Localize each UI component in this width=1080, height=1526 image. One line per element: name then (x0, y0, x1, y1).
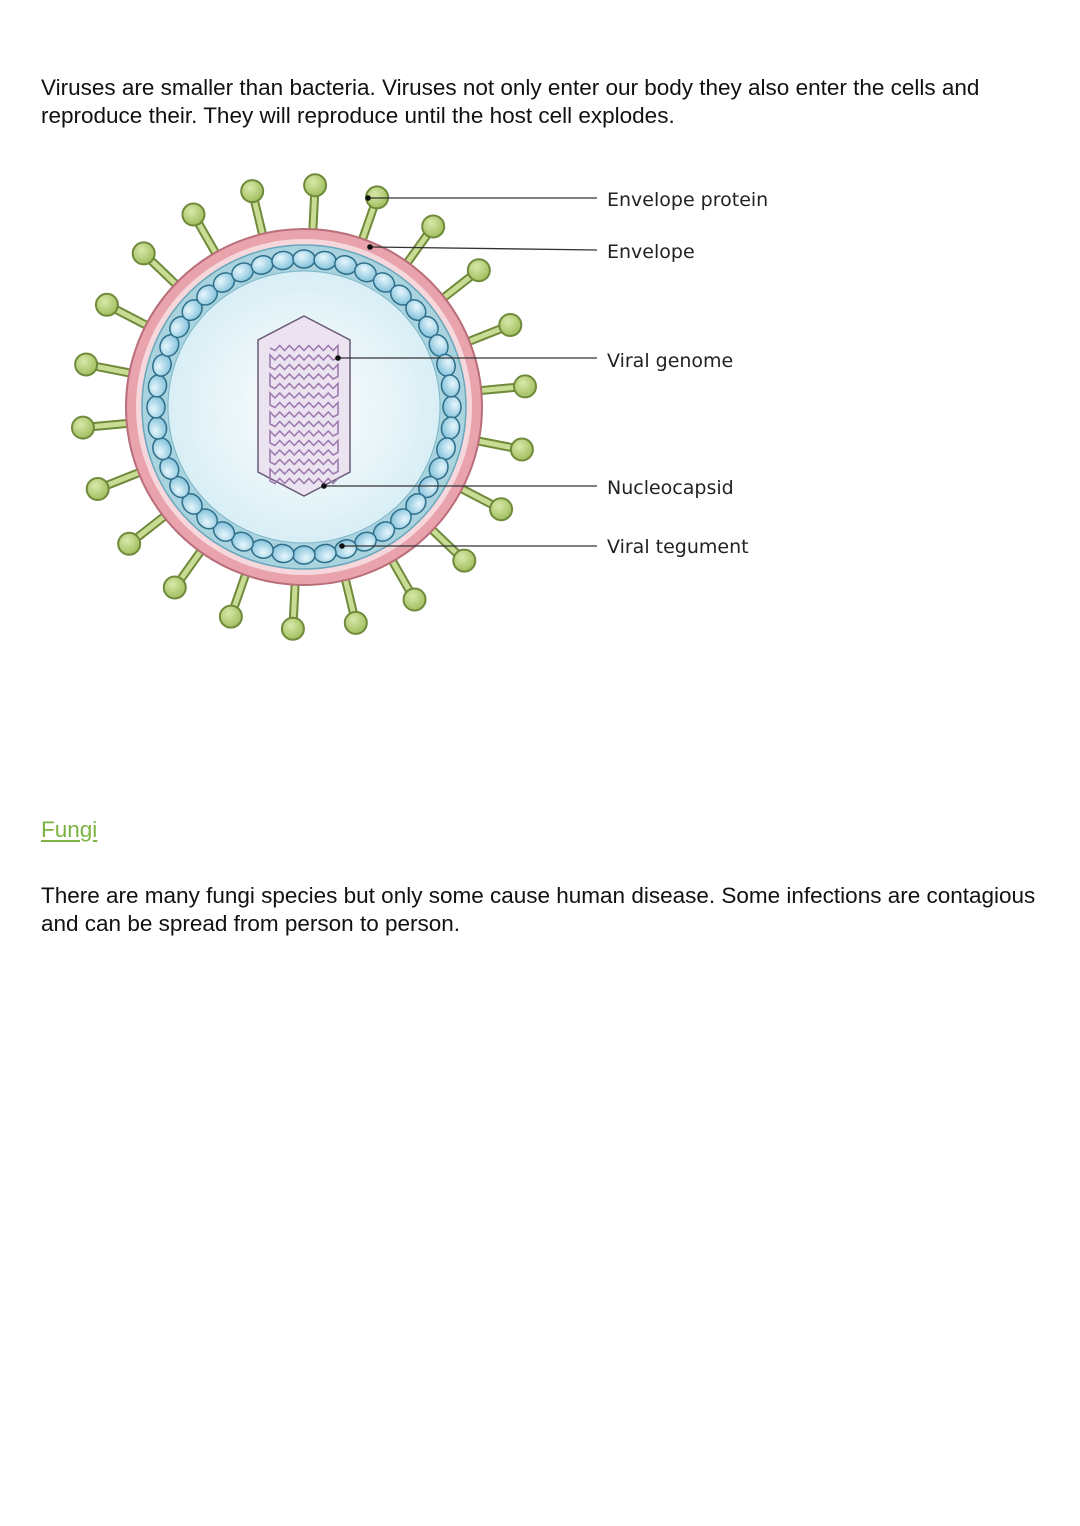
leader-dot (339, 543, 345, 549)
label-envelope: Envelope (607, 241, 695, 263)
envelope-protein-spike (304, 174, 326, 235)
envelope-protein-spike (428, 526, 475, 572)
fungi-paragraph: There are many fungi species but only some cause human disease. Some infections are contagious and can be spread from person to person. (41, 883, 1036, 936)
envelope-protein-spike (75, 353, 135, 375)
envelope-protein-spike (164, 547, 204, 599)
envelope-protein-spike (390, 556, 426, 610)
envelope-protein-spike (118, 513, 168, 555)
leader-line (370, 247, 597, 250)
capsomere (293, 250, 315, 268)
envelope-protein-spike (475, 375, 536, 397)
fungi-heading-link[interactable]: Fungi (41, 817, 98, 842)
envelope-protein-spike (182, 203, 218, 257)
envelope-protein-spike (361, 186, 388, 244)
envelope-protein-spike (404, 215, 444, 267)
leader-dot (367, 244, 373, 250)
envelope-protein-spike (241, 180, 264, 240)
label-viral-tegument: Viral tegument (607, 536, 749, 558)
label-nucleocapsid: Nucleocapsid (607, 477, 734, 499)
envelope-protein-spike (72, 417, 133, 439)
envelope-protein-spike (464, 314, 521, 343)
label-envelope-protein: Envelope protein (607, 189, 769, 211)
envelope-protein-spike (457, 486, 512, 520)
capsomere (293, 546, 315, 564)
virus-structure-diagram (60, 170, 820, 650)
envelope-protein-spike (96, 294, 151, 328)
envelope-protein-spike (133, 242, 180, 288)
envelope-protein-spike (87, 471, 144, 500)
envelope-protein-spike (344, 574, 367, 634)
viruses-paragraph: Viruses are smaller than bacteria. Viruses not only enter our body they also enter the cells and reproduce their. They will reproduce until the host cell explodes. (41, 75, 980, 128)
capsomere (443, 396, 461, 418)
capsomere (147, 396, 165, 418)
label-viral-genome: Viral genome (607, 350, 734, 372)
leader-dot (321, 483, 327, 489)
envelope-protein-spike (439, 259, 489, 301)
envelope-protein-spike (473, 439, 533, 461)
envelope-protein-spike (282, 579, 304, 640)
envelope-protein-spike (220, 569, 247, 627)
leader-dot (365, 195, 371, 201)
leader-dot (335, 355, 341, 361)
